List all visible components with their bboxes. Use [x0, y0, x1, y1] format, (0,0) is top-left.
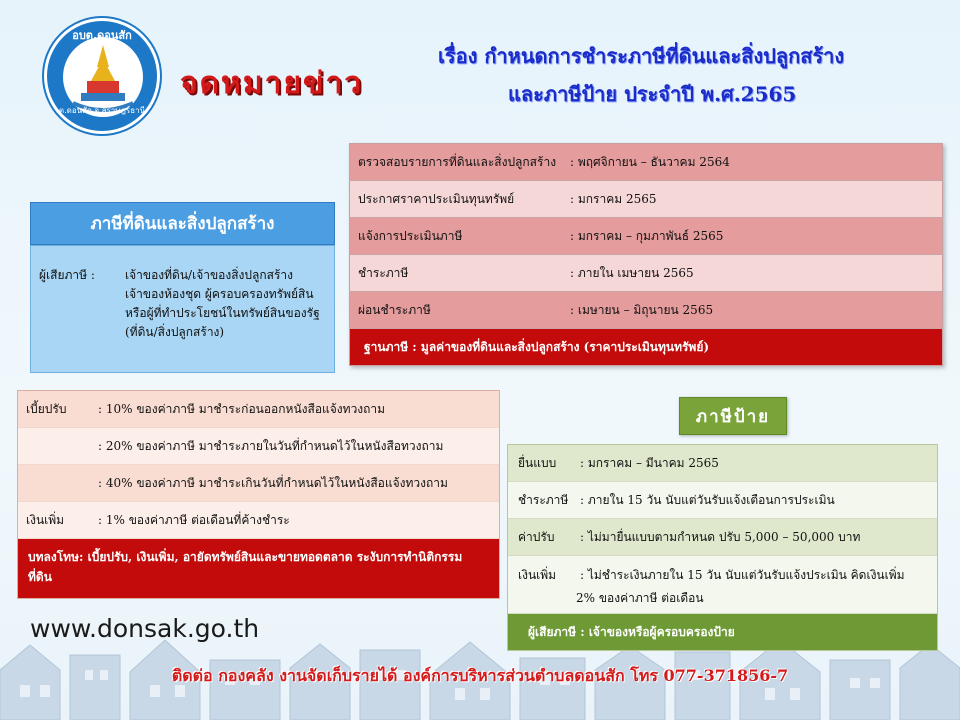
schedule-row — [350, 255, 942, 292]
signboard-value: : มกราคม – มีนาคม 2565 — [580, 455, 719, 470]
signboard-value: : ภายใน 15 วัน นับแต่วันรับแจ้งเตือนการประเมิน — [580, 492, 835, 507]
schedule-table — [349, 143, 943, 366]
website-url: www.donsak.go.th — [30, 614, 260, 643]
logo-bottom-text: ต.ดอนสัก จ.สุราษฎร์ธานี — [58, 106, 146, 115]
signboard-label: ยื่นแบบ — [518, 455, 557, 470]
tax-base-banner: ฐานภาษี : มูลค่าของที่ดินและสิ่งปลูกสร้าง (ราคาประเมินทุนทรัพย์) — [350, 329, 942, 365]
signboard-value: : ไม่ชำระเงินภายใน 15 วัน นับแต่วันรับแจ้งประเมิน คิดเงินเพิ่ม — [580, 568, 905, 582]
schedule-row — [350, 218, 942, 255]
fine-row — [18, 428, 499, 465]
penalty-line-1: บทลงโทษ: เบี้ยปรับ, เงินเพิ่ม, อายัดทรัพย์สินและขายทอดตลาด ระงับการทำนิติกรรม — [28, 550, 463, 564]
fine-value: : 20% ของค่าภาษี มาชำระภายในวันที่กำหนดไว้ในหนังสือทวงถาม — [98, 438, 444, 453]
schedule-row — [350, 181, 942, 218]
subject-line-1: เรื่อง กำหนดการชำระภาษีที่ดินและสิ่งปลูกสร้าง — [438, 44, 845, 68]
contact-info: ติดต่อ กองคลัง งานจัดเก็บรายได้ องค์การบริหารส่วนตำบลดอนสัก โทร 077-371856-7 — [171, 666, 789, 685]
signboard-tax-table — [507, 444, 938, 651]
penalty-banner — [18, 539, 499, 598]
fine-value: : 1% ของค่าภาษี ต่อเดือนที่ค้างชำระ — [98, 512, 290, 527]
signboard-tax-title: ภาษีป้าย — [679, 397, 787, 435]
taxpayer-line: (ที่ดิน/สิ่งปลูกสร้าง) — [125, 325, 225, 339]
taxpayer-label: ผู้เสียภาษี : — [39, 268, 95, 282]
signboard-row-surcharge — [508, 556, 937, 614]
schedule-label: ชำระภาษี — [358, 265, 409, 280]
signboard-value: : ไม่มายื่นแบบตามกำหนด ปรับ 5,000 – 50,000 บาท — [580, 529, 861, 544]
signboard-label: ชำระภาษี — [518, 492, 569, 507]
subject-line-2: และภาษีป้าย ประจำปี พ.ศ.2565 — [508, 82, 797, 106]
fine-value: : 10% ของค่าภาษี มาชำระก่อนออกหนังสือแจ้งทวงถาม — [98, 401, 386, 416]
schedule-label: ประกาศราคาประเมินทุนทรัพย์ — [358, 191, 515, 206]
signboard-label: เงินเพิ่ม — [518, 568, 557, 582]
schedule-value: : เมษายน – มิถุนายน 2565 — [570, 302, 714, 317]
fine-row — [18, 465, 499, 502]
schedule-value: : ภายใน เมษายน 2565 — [570, 265, 694, 280]
schedule-row — [350, 144, 942, 181]
schedule-value: : มกราคม 2565 — [570, 191, 657, 206]
taxpayer-line: เจ้าของห้องชุด ผู้ครอบครองทรัพย์สิน — [125, 287, 314, 301]
signboard-value-continued: 2% ของค่าภาษี ต่อเดือน — [576, 591, 704, 605]
taxpayer-line: หรือผู้ที่ทำประโยชน์ในทรัพย์สินของรัฐ — [125, 306, 320, 320]
signboard-row — [508, 482, 937, 519]
signboard-row — [508, 519, 937, 556]
fine-label: เงินเพิ่ม — [26, 512, 65, 527]
fines-table — [17, 390, 500, 599]
fine-value: : 40% ของค่าภาษี มาชำระเกินวันที่กำหนดไว้ในหนังสือแจ้งทวงถาม — [98, 475, 448, 490]
penalty-line-2: ที่ดิน — [28, 570, 52, 584]
fine-row — [18, 391, 499, 428]
schedule-row — [350, 292, 942, 329]
taxpayer-line: เจ้าของที่ดิน/เจ้าของสิ่งปลูกสร้าง — [125, 268, 294, 282]
schedule-value: : พฤศจิกายน – ธันวาคม 2564 — [570, 154, 730, 169]
signboard-row — [508, 445, 937, 482]
schedule-label: แจ้งการประเมินภาษี — [358, 228, 463, 243]
schedule-label: ตรวจสอบรายการที่ดินและสิ่งปลูกสร้าง — [358, 154, 557, 169]
land-tax-title: ภาษีที่ดินและสิ่งปลูกสร้าง — [30, 202, 335, 245]
fine-row — [18, 502, 499, 539]
land-tax-taxpayer-panel — [30, 245, 335, 373]
schedule-value: : มกราคม – กุมภาพันธ์ 2565 — [570, 228, 724, 243]
signboard-taxpayer-banner: ผู้เสียภาษี : เจ้าของหรือผู้ครอบครองป้าย — [508, 614, 937, 650]
signboard-label: ค่าปรับ — [518, 529, 555, 544]
schedule-label: ผ่อนชำระภาษี — [358, 302, 431, 317]
logo-top-text: อบต.ดอนสัก — [72, 29, 132, 42]
newsletter-title: จดหมายข่าว — [180, 66, 364, 101]
fine-label: เบี้ยปรับ — [26, 401, 67, 416]
